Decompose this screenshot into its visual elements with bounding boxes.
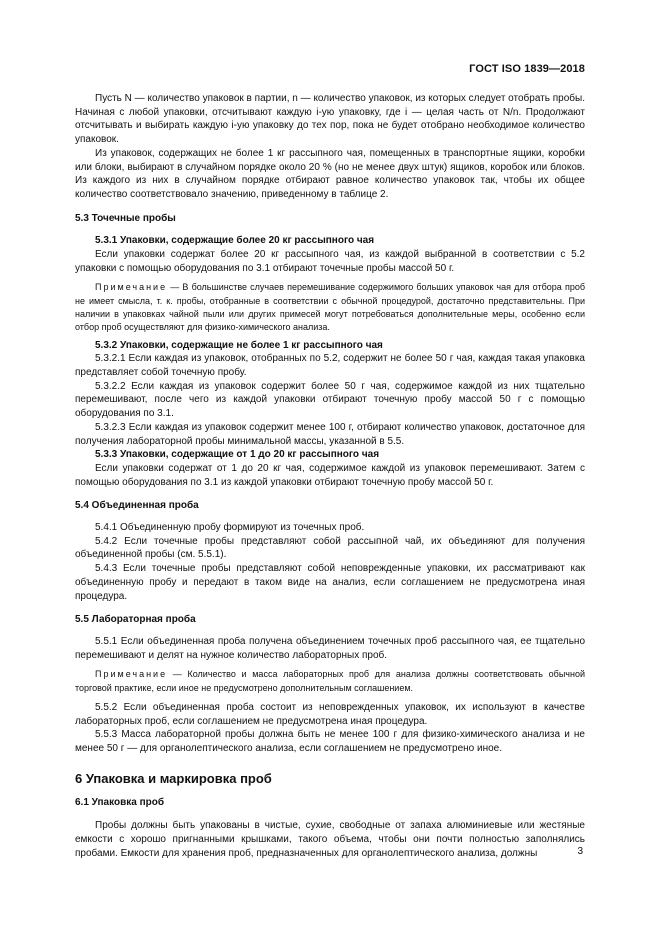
paragraph: 5.5.1 Если объединенная проба получена объединением точечных проб рассыпного чая, ее тщательно перемешивают и делят на нужное количество лабораторных проб.	[75, 635, 585, 661]
note	[75, 281, 585, 334]
section-heading-6-1: 6.1 Упаковка проб	[75, 796, 165, 808]
note-text: — Количество и масса лабораторных проб для анализа должны соответствовать обычной торговой практике, если иное не предусмотрено дополнительным соглашением.	[75, 669, 585, 693]
paragraph: Из упаковок, содержащих не более 1 кг рассыпного чая, помещенных в транспортные ящики, коробки или блоки, выбирают в случайном порядке около 20 % (но не менее двух штук) ящиков, коробок или блоков. Из каждого из них в случайном порядке отбирают равное количество упаковок так, чтобы их общее количество соответствовало значению, приведенному в таблице 2.	[75, 147, 585, 200]
note	[75, 668, 585, 695]
paragraph: Пусть N — количество упаковок в партии, n — количество упаковок, из которых следует отобрать пробы. Начиная с любой упаковки, отсчитывают каждую i-ую упаковку, где i — целая часть от N/n. Продолжают отсчитывать и выбирать каждую i-ую упаковку до тех пор, пока не будет отобрано необходимое количество упаковок.	[75, 93, 585, 146]
note-text: — В большинстве случаев перемешивание содержимого больших упаковок чая для отбора проб не имеет смысла, т. к. пробы, отобранные в соответствии с обычной процедурой, достаточно представительны. При наличии в упаковках чайной пыли или других примесей могут потребоваться дополнительные меры, особенно если отбор проб осуществляют для физико-химического анализа.	[75, 282, 585, 333]
paragraph: 5.4.3 Если точечные пробы представляют собой неповрежденные упаковки, их рассматривают как объединенную пробу и передают в таком виде на анализ, если соглашением не предусмотрена иная процедура.	[75, 563, 585, 602]
paragraph: 5.5.3 Масса лабораторной пробы должна быть не менее 100 г для физико-химического анализа и не менее 50 г — для органолептического анализа, если соглашением не предусмотрено иное.	[75, 729, 585, 755]
paragraph: 5.3.2.2 Если каждая из упаковок содержит более 50 г чая, содержимое каждой из них тщательно перемешивают, после чего из каждой упаковки отбирают точечную пробу массой 50 г с помощью оборудования по 3.1.	[75, 380, 585, 420]
section-heading-6: 6 Упаковка и маркировка проб	[75, 770, 272, 786]
paragraph: Если упаковки содержат более 20 кг рассыпного чая, из каждой выбранной в соответствии с 5.2 упаковки с помощью оборудования по 3.1 отбирают точечные пробы массой 50 г.	[75, 249, 585, 274]
page-number: 3	[577, 846, 583, 857]
subsection-heading-5-3-2: 5.3.2 Упаковки, содержащие не более 1 кг рассыпного чая	[95, 339, 383, 351]
section-heading-5-4: 5.4 Объединенная проба	[75, 500, 199, 512]
section-heading-5-5: 5.5 Лабораторная проба	[75, 614, 196, 626]
paragraph: Пробы должны быть упакованы в чистые, сухие, свободные от запаха алюминиевые или жестяные емкости с хорошо пригнанными крышками, такого объема, чтобы они почти полностью заполнялись пробами. Емкости для хранения проб, предназначенных для органолептического анализа, должны	[75, 820, 585, 859]
paragraph: 5.4.1 Объединенную пробу формируют из точечных проб.	[95, 522, 365, 534]
document-body	[75, 92, 585, 860]
paragraph: 5.5.2 Если объединенная проба состоит из неповрежденных упаковок, их используют в качестве лабораторных проб, если соглашением не предусмотрена иная процедура.	[75, 701, 585, 727]
paragraph: Если упаковки содержат от 1 до 20 кг чая, содержимое каждой из упаковок перемешивают. Затем с помощью оборудования по 3.1 из каждой упаковки отбирают точечную пробу массой 50 г.	[75, 462, 585, 488]
standard-designation: ГОСТ ISO 1839—2018	[469, 63, 585, 75]
note-label: Примечание	[95, 282, 168, 293]
section-heading-5-3: 5.3 Точечные пробы	[75, 212, 176, 224]
subsection-heading-5-3-1: 5.3.1 Упаковки, содержащие более 20 кг рассыпного чая	[95, 235, 375, 247]
paragraph: 5.4.2 Если точечные пробы представляют собой рассыпной чай, их объединяют для получения объединенной пробы (см. 5.5.1).	[75, 535, 585, 561]
paragraph: 5.3.2.3 Если каждая из упаковок содержит менее 100 г, отбирают количество упаковок, достаточное для получения лабораторной пробы минимальной массы, указанной в 5.5.	[75, 421, 585, 447]
note-label: Примечание	[95, 669, 168, 680]
subsection-heading-5-3-3: 5.3.3 Упаковки, содержащие от 1 до 20 кг рассыпного чая	[95, 449, 380, 461]
paragraph: 5.3.2.1 Если каждая из упаковок, отобранных по 5.2, содержит не более 50 г чая, каждая такая упаковка представляет собой точечную пробу.	[75, 353, 585, 379]
